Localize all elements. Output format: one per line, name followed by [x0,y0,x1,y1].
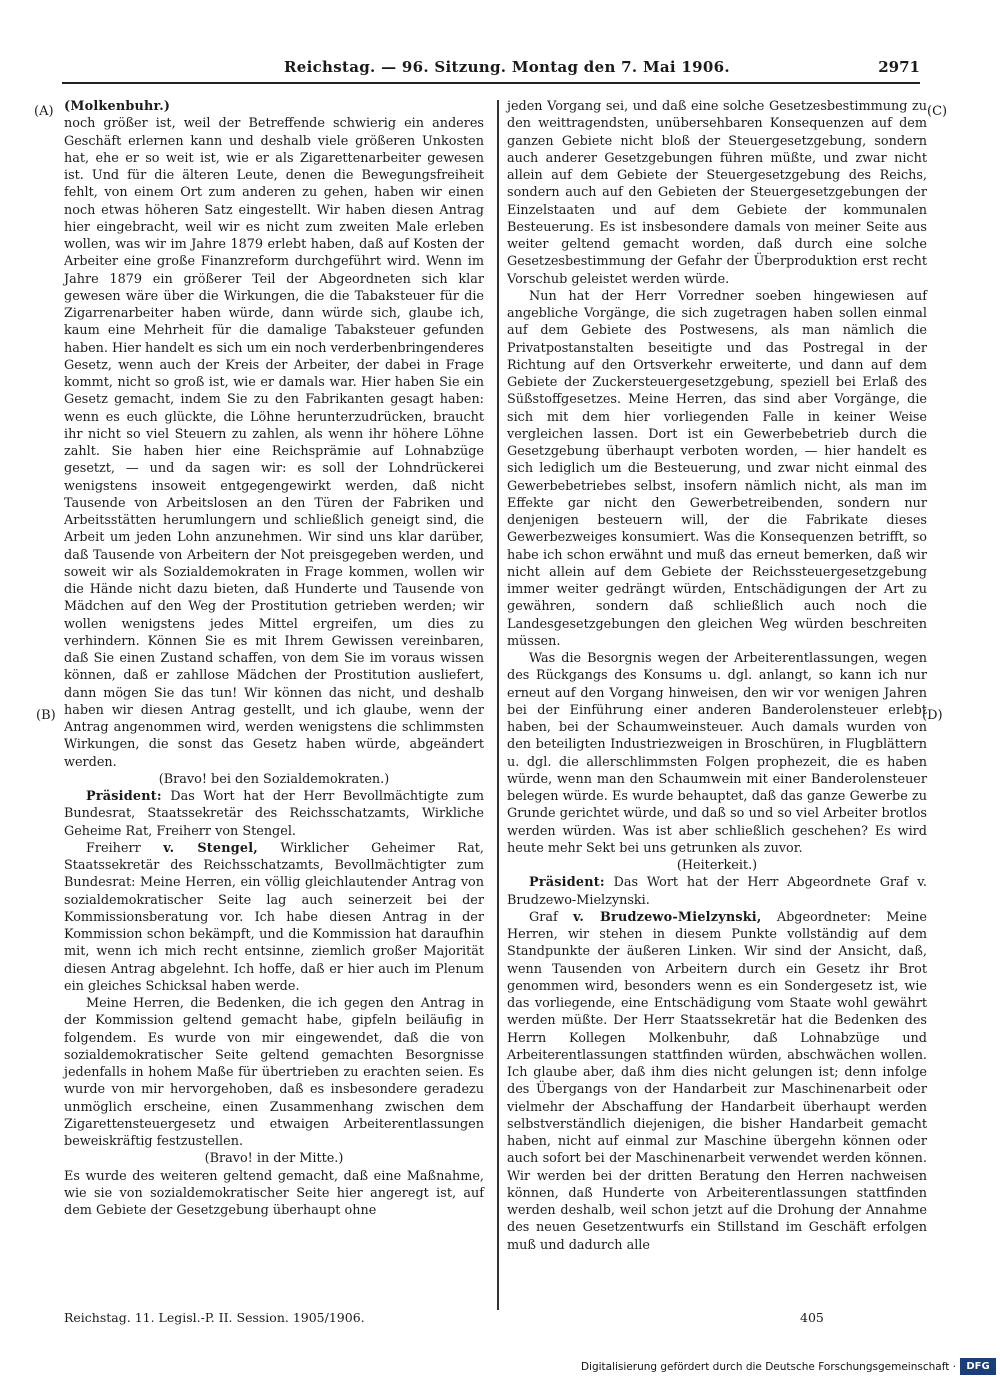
speaker-name: v. Stengel, [163,840,258,856]
digitization-note: Digitalisierung gefördert durch die Deutsche Forschungsgemeinschaft · [580,1361,956,1373]
margin-mark-d: (D) [922,708,943,723]
right-column [507,98,927,1254]
president-statement: Präsident: Das Wort hat der Herr Bevollmächtigte zum Bundesrat, Staatssekretär des Reichsschatzamts, Wirkliche Geheime Rat, Freiherr von Stengel. [64,789,484,839]
left-column [64,98,484,1219]
speaker-graf-intro: Graf v. Brudzewo-Mielzynski, Abgeordneter: Meine Herren, wir stehen in diesem Punkte vollständig auf dem Standpunkte der äußeren Linken. Wir sind der Ansicht, daß, wenn Tausenden von Arbeitern durch ein Gesetz ihr Brot genommen wird, besonders wenn es ein Sondergesetz ist, wie das vorliegende, eine Entschädigung vom Staate wohl gewährt werden müßte. Der Herr Staatssekretär hat die Bedenken des Herrn Kollegen Molkenbuhr, daß Lohnabzüge und Arbeiterentlassungen stattfinden würden, abschwächen wollen. Ich glaube aber, daß ihm dies nicht gelungen ist; denn infolge des Übergangs von der Handarbeit zur Maschinenarbeit oder vielmehr der Abschaffung der Handarbeit überhaupt werden selbstverständlich diejenigen, die bisher Handarbeit gemacht haben, nicht auf einmal zur Maschine übergehn können oder auch sofort bei der Maschinenarbeit verwendet werden können. Wir werden bei der dritten Beratung den Herren nachweisen können, daß Hunderte von Arbeiterentlassungen stattfinden werden deshalb, weil schon jetzt auf die Drohung der Annahme des neuen Gesetzentwurfs ein Stillstand im Geschäft erfolgen muß und dadurch alle [507,909,927,1253]
margin-mark-b: (B) [36,708,56,723]
margin-mark-c: (C) [927,104,948,119]
speaker-stengel-intro: Freiherr v. Stengel, Wirklicher Geheimer Rat, Staatssekretär des Reichsschatzamts, Bevollmächtigter zum Bundesrat: Meine Herren, ein völlig gleichlautender Antrag von sozialdemokratischer Seite lag auch seinerzeit bei der Kommissionsberatung vor. Ich habe diesen Antrag in der Kommission schon bekämpft, und die Kommission hat daraufhin mit, wenn ich mich recht entsinne, ziemlich großer Majorität diesen Antrag abgelehnt. Ich hoffe, daß er hier auch im Plenum ein gleiches Schicksal haben werde. [64,840,484,994]
president-label: Präsident: [529,875,605,891]
paragraph: Was die Besorgnis wegen der Arbeiterentlassungen, wegen des Rückgangs des Konsums u. dgl. anlangt, so kann ich nur erneut auf den Vorgang hinweisen, den wir vor wenigen Jahren bei der Einführung einer anderen Banderolensteuer erlebt haben, bei der Schaumweinsteuer. Auch damals wurden von den beteiligten Industriezweigen in Broschüren, in Flugblättern u. dgl. die allerschlimmsten Folgen prophezeit, die es haben würde, wenn man den Schaumwein mit einer Banderolensteuer belegen würde. Es wurde behauptet, daß das ganze Gewerbe zu Grunde gerichtet würde, und daß so und so viel Arbeiter brotlos werden würden. Was ist aber schließlich geschehen? Es wird heute mehr Sekt bei uns getrunken als zuvor. [507,651,927,856]
margin-mark-a: (A) [34,104,54,119]
paragraph: jeden Vorgang sei, und daß eine solche Gesetzesbestimmung zu den weittragendsten, unübersehbaren Konsequenzen auf dem ganzen Gebiete nicht bloß der Steuergesetzgebung, sondern auch anderer Gesetzgebungen führen müßte, und zwar nicht allein auf dem Gebiete der Steuergesetzgebung des Reichs, sondern auch auf den Gebieten der Steuergesetzgebungen der Einzelstaaten und auf dem Gebiete der kommunalen Besteuerung. Es ist insbesondere damals von meiner Seite aus weiter geltend gemacht worden, daß durch eine solche Gesetzesbestimmung der Gefahr der Überproduktion erst recht Vorschub geleistet werden würde. [507,99,927,287]
header-rule [62,82,920,84]
page-header [62,56,920,80]
president-label: Präsident: [86,789,162,804]
president-statement: Präsident: Das Wort hat der Herr Abgeordnete Graf v. Brudzewo-Mielzynski. [507,875,927,908]
paragraph: Es wurde des weiteren geltend gemacht, daß eine Maßnahme, wie sie von sozialdemokratischer Seite hier angeregt ist, auf dem Gebiete der Gesetzgebung überhaupt ohne [64,1168,484,1218]
footer-sheet-number: 405 [800,1310,824,1325]
paragraph: Meine Herren, die Bedenken, die ich gegen den Antrag in der Kommission geltend gemacht habe, gipfeln beiläufig in folgendem. Es wurde von mir eingewendet, daß die von sozialdemokratischer Seite geltend gemachten Besorgnisse jedenfalls in hohem Maße für übertrieben zu erachten seien. Es wurde von mir hervorgehoben, daß es insbesondere geradezu unmöglich erscheine, einen Zusammenhang zwischen dem Zigarettensteuergesetz und etwaigen Arbeiterentlassungen beweiskräftig festzustellen. [64,996,484,1149]
laughter-note: (Heiterkeit.) [676,858,758,873]
running-title: Reichstag. — 96. Sitzung. Montag den 7. Mai 1906. [284,58,730,76]
speaker-tag: (Molkenbuhr.) [64,99,171,114]
paragraph: noch größer ist, weil der Betreffende schwierig ein anderes Geschäft erlernen kann und deshalb viele größeren Unkosten hat, ehe er so weit ist, wie er als Zigarettenarbeiter gewesen ist. Und für die älteren Leute, denen die Bewegungsfreiheit fehlt, von einem Ort zum anderen zu gehen, haben wir einen noch etwas höheren Satz eingestellt. Wir haben diesen Antrag hier eingebracht, weil wir es nicht zum zweiten Male erleben wollen, was wir im Jahre 1879 erlebt haben, daß auf Kosten der Arbeiter eine große Finanzreform durchgeführt wird. Wenn im Jahre 1879 ein größerer Teil der Abgeordneten sich klar gewesen wäre über die Wirkungen, die die Tabaksteuer für die Zigarrenarbeiter haben würde, dann würde sich, glaube ich, kaum eine Mehrheit für die damalige Tabaksteuer gefunden haben. Hier handelt es sich um ein noch verderbenbringenderes Gesetz, wenn auch der Kreis der Arbeiter, der dabei in Frage kommt, nicht so groß ist, wie er damals war. Hier haben Sie ein Gesetz gemacht, indem Sie zu den Fabrikanten gesagt haben: wenn es euch glückte, die Löhne herunterzudrücken, braucht ihr nicht so viel Steuern zu zahlen, als wenn ihr höhere Löhne zahlt. Sie haben hier eine Reichsprämie auf Lohnabzüge gesetzt, — und da sagen wir: es soll der Lohndrückerei wenigstens insoweit entgegengewirkt werden, daß nicht Tausende von Arbeitslosen an den Türen der Fabriken und Arbeitsstätten herumlungern und schließlich geneigt sind, die Arbeit um jeden Lohn anzunehmen. Wir sind uns klar darüber, daß Tausende von Arbeitern der Not preisgegeben werden, und soweit wir als Sozialdemokraten in Frage kommen, wollen wir die Hände nicht dazu bieten, daß Hunderte und Tausende von Mädchen auf den Weg der Prostitution getrieben werden; wir wollen wenigstens jedes Mittel ergreifen, um dies zu verhindern. Können Sie es mit Ihrem Gewissen vereinbaren, daß Sie einen Zustand schaffen, von dem Sie im voraus wissen können, daß er zahllose Mädchen der Prostitution ausliefert, dann mögen Sie das tun! Wir können das nicht, und deshalb haben wir diesen Antrag gestellt, und ich glaube, wenn der Antrag angenommen wird, werden wenigstens die schlimmsten Wirkungen, die sonst das Gesetz haben würde, abgeändert werden. [64,116,484,770]
speaker-name: v. Brudzewo-Mielzynski, [573,909,762,925]
applause-note: (Bravo! bei den Sozialdemokraten.) [158,771,390,787]
page-number: 2971 [878,58,920,76]
column-divider [497,100,499,1310]
footer-session-info: Reichstag. 11. Legisl.-P. II. Session. 1905/1906. [64,1310,365,1325]
paragraph: Nun hat der Herr Vorredner soeben hingewiesen auf angebliche Vorgänge, die sich zugetragen haben sollen einmal auf dem Gebiete des Postwesens, als man nämlich die Privatpostanstalten beseitigte und das Postregal in der Richtung auf den Ortsverkehr erweiterte, und dann auf dem Gebiete der Zuckersteuergesetzgebung, speziell bei Erlaß des Süßstoffgesetzes. Meine Herren, das sind aber Vorgänge, die sich mit dem hier vorliegenden Falle in keiner Weise vergleichen lassen. Dort ist ein Gewerbebetrieb durch die Gesetzgebung überhaupt verboten worden, — hier handelt es sich lediglich um die Besteuerung, und zwar nicht einmal des Gewerbebetriebes selbst, insofern nämlich nicht, als man im Effekte gar nicht den Gewerbetreibenden, sondern nur denjenigen besteuern will, der die Fabrikate dieses Gewerbezweiges konsumiert. Was die Konsequenzen betrifft, so habe ich schon erwähnt und muß das erneut bemerken, daß wir nicht allein auf dem Gebiete der Reichssteuergesetzgebung immer weiter gedrängt würden, Entschädigungen der Art zu gewähren, sondern daß schließlich auch noch die Landesgesetzgebungen den gleichen Weg würden beschreiten müssen. [507,288,927,649]
dfg-logo-icon: DFG [960,1358,996,1375]
applause-note: (Bravo! in der Mitte.) [204,1151,344,1167]
